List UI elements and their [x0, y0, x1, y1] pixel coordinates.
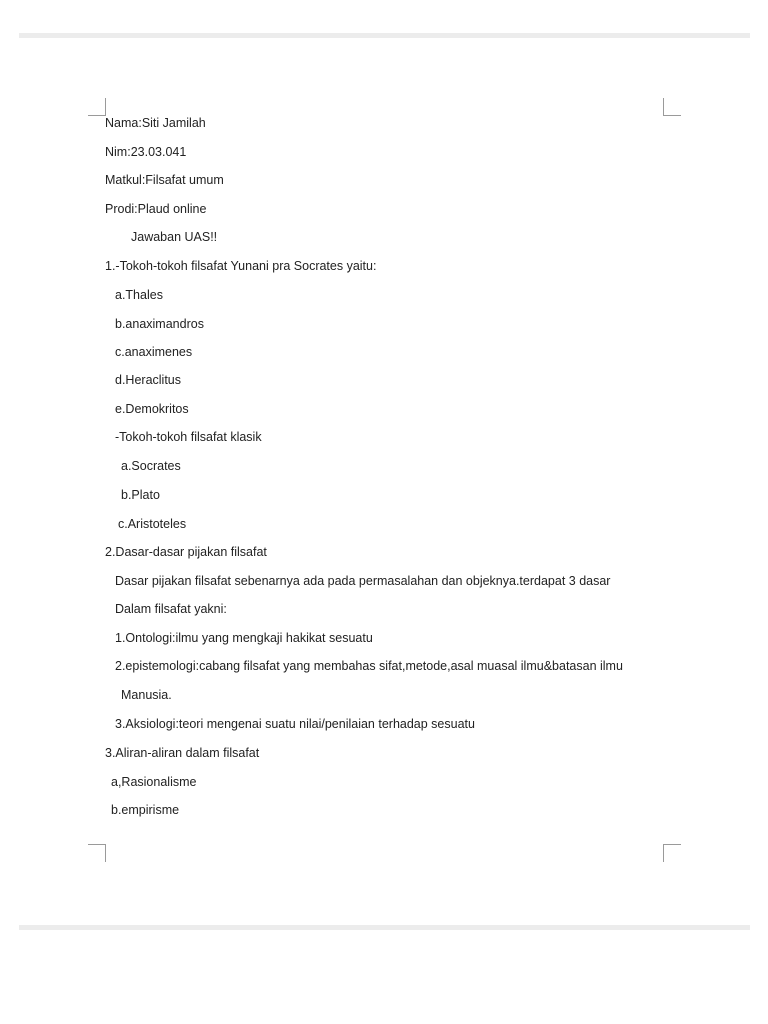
q2-item: 2.epistemologi:cabang filsafat yang membahas sifat,metode,asal muasal ilmu&batasan ilmu [115, 659, 623, 673]
margin-corner-top-left [88, 98, 106, 116]
q1-item: a.Thales [115, 288, 163, 302]
page-top-edge [19, 33, 750, 38]
q1-item: e.Demokritos [115, 402, 189, 416]
q2-item: Manusia. [121, 688, 172, 702]
page-bottom-edge [19, 925, 750, 930]
q2-item: 1.Ontologi:ilmu yang mengkaji hakikat sesuatu [115, 631, 373, 645]
margin-corner-bottom-left [88, 844, 106, 862]
study-program: Prodi:Plaud online [105, 202, 207, 216]
answer-title: Jawaban UAS!! [131, 230, 218, 244]
q2-paragraph-line: Dalam filsafat yakni: [115, 602, 227, 616]
q1-item: d.Heraclitus [115, 373, 181, 387]
student-name: Nama:Siti Jamilah [105, 116, 206, 130]
q1-sub-item: c.Aristoteles [118, 517, 187, 531]
q1-item: c.anaximenes [115, 345, 193, 359]
q3-item: a,Rasionalisme [111, 775, 197, 789]
margin-corner-top-right [663, 98, 681, 116]
q1-sub-item: a.Socrates [121, 459, 181, 473]
q3-heading: 3.Aliran-aliran dalam filsafat [105, 746, 260, 760]
q3-item: b.empirisme [111, 803, 180, 817]
q2-heading: 2.Dasar-dasar pijakan filsafat [105, 545, 267, 559]
q1-item: b.anaximandros [115, 317, 204, 331]
student-nim: Nim:23.03.041 [105, 145, 187, 159]
q1-sub-item: b.Plato [121, 488, 160, 502]
course-name: Matkul:Filsafat umum [105, 173, 224, 187]
q1-sub-heading: -Tokoh-tokoh filsafat klasik [115, 430, 262, 444]
q1-heading: 1.-Tokoh-tokoh filsafat Yunani pra Socrates yaitu: [105, 259, 377, 273]
q2-paragraph-line: Dasar pijakan filsafat sebenarnya ada pada permasalahan dan objeknya.terdapat 3 dasar [115, 574, 611, 588]
margin-corner-bottom-right [663, 844, 681, 862]
q2-item: 3.Aksiologi:teori mengenai suatu nilai/penilaian terhadap sesuatu [115, 717, 475, 731]
